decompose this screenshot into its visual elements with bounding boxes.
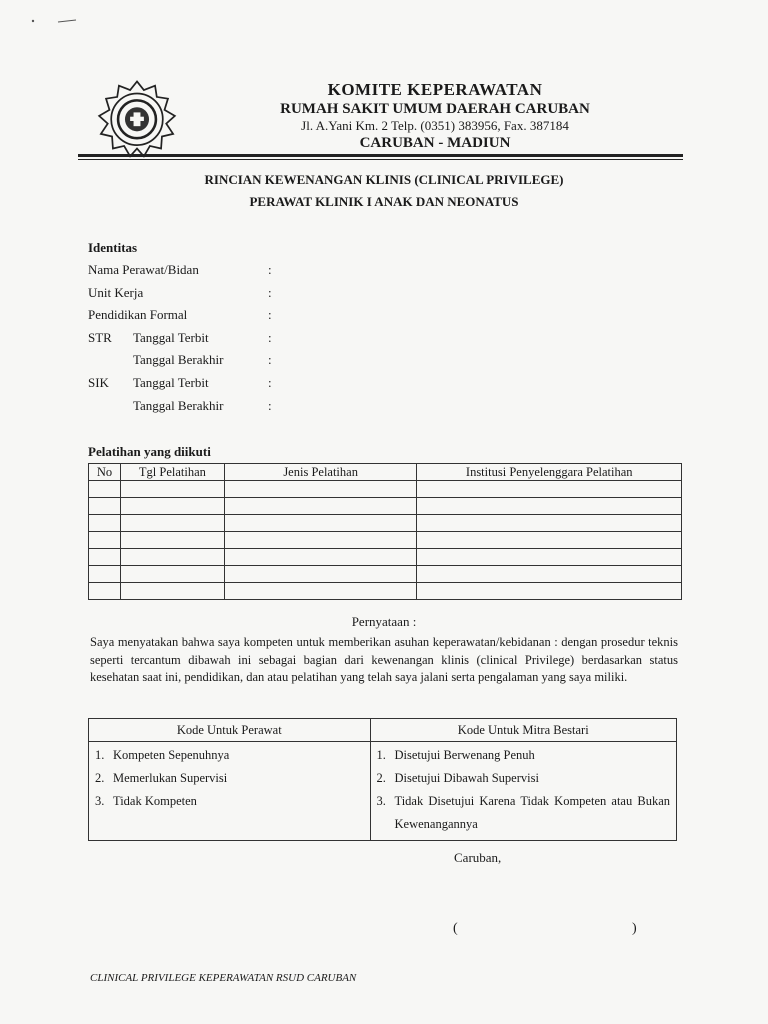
statement-heading: Pernyataan :: [351, 614, 417, 629]
label-sik-terbit: Tanggal Terbit: [133, 375, 209, 390]
list-item: 1. Disetujui Berwenang Penuh: [376, 748, 535, 762]
hospital-seal-logo: [94, 78, 180, 164]
header-divider-thin: [78, 159, 683, 160]
signature-place: Caruban,: [454, 850, 502, 865]
letterhead: [200, 80, 670, 153]
pelatihan-heading: Pelatihan yang diikuti: [88, 444, 211, 459]
label-str-terbit: Tanggal Terbit: [133, 330, 209, 345]
peer-code-heading: Kode Untuk Mitra Bestari: [370, 719, 677, 742]
hospital-name: RUMAH SAKIT UMUM DAERAH CARUBAN: [280, 101, 590, 117]
list-item: 3. Tidak Disetujui Karena Tidak Kompeten atau Bukan Kewenangannya: [376, 794, 670, 831]
colon: :: [268, 307, 272, 322]
identitas-heading: Identitas: [88, 240, 138, 255]
table-row[interactable]: [89, 532, 682, 549]
training-table: [88, 463, 682, 600]
header-divider-thick: [78, 154, 683, 157]
table-row[interactable]: [89, 583, 682, 600]
page-footer: CLINICAL PRIVILEGE KEPERAWATAN RSUD CARUBAN: [90, 972, 357, 984]
table-header-row: [89, 464, 682, 481]
nurse-code-list: [89, 742, 371, 841]
label-sik-berakhir: Tanggal Berakhir: [133, 398, 224, 413]
list-item: 1. Kompeten Sepenuhnya: [95, 748, 230, 762]
nurse-code-heading: Kode Untuk Perawat: [89, 719, 371, 742]
statement-text: Saya menyatakan bahwa saya kompeten untuk memberikan asuhan keperawatan/kebidanan : dengan prosedur teknis seperti tercantum dibawah ini sebagai bagian dari kewenangan klinis (clinical Privilege) berdasarkan status kesehatan saat ini, pendidikan, dan atau pelatihan yang telah saya jalani serta pengalaman yang saya miliki.: [90, 635, 678, 684]
signature-close-paren: ): [632, 921, 637, 936]
document-title: RINCIAN KEWENANGAN KLINIS (CLINICAL PRIVILEGE): [204, 172, 564, 187]
label-nama: Nama Perawat/Bidan: [88, 262, 199, 277]
table-row[interactable]: [89, 481, 682, 498]
table-row[interactable]: [89, 498, 682, 515]
peer-code-list: [370, 742, 677, 841]
org-name: KOMITE KEPERAWATAN: [327, 80, 543, 99]
hospital-city: CARUBAN - MADIUN: [359, 135, 511, 151]
label-str: STR: [88, 330, 112, 345]
column-header-tgl: Tgl Pelatihan: [120, 464, 224, 481]
code-table: [88, 718, 677, 841]
table-row[interactable]: [89, 566, 682, 583]
colon: :: [268, 352, 272, 367]
table-row[interactable]: [89, 515, 682, 532]
colon: :: [268, 262, 272, 277]
label-pendidikan: Pendidikan Formal: [88, 307, 188, 322]
document-subtitle: PERAWAT KLINIK I ANAK DAN NEONATUS: [249, 194, 519, 209]
label-sik: SIK: [88, 375, 109, 390]
colon: :: [268, 375, 272, 390]
colon: :: [268, 330, 272, 345]
list-item: 2. Disetujui Dibawah Supervisi: [376, 771, 539, 785]
label-unit-kerja: Unit Kerja: [88, 285, 144, 300]
signature-open-paren: (: [453, 921, 458, 936]
table-row[interactable]: [89, 549, 682, 566]
list-item: 2. Memerlukan Supervisi: [95, 771, 228, 785]
column-header-institusi: Institusi Penyelenggara Pelatihan: [417, 464, 682, 481]
column-header-no: No: [89, 464, 121, 481]
hospital-address: Jl. A.Yani Km. 2 Telp. (0351) 383956, Fax. 387184: [301, 118, 569, 133]
colon: :: [268, 285, 272, 300]
column-header-jenis: Jenis Pelatihan: [224, 464, 417, 481]
label-str-berakhir: Tanggal Berakhir: [133, 352, 224, 367]
colon: :: [268, 398, 272, 413]
scan-mark: [30, 18, 80, 24]
list-item: 3. Tidak Kompeten: [95, 794, 197, 808]
